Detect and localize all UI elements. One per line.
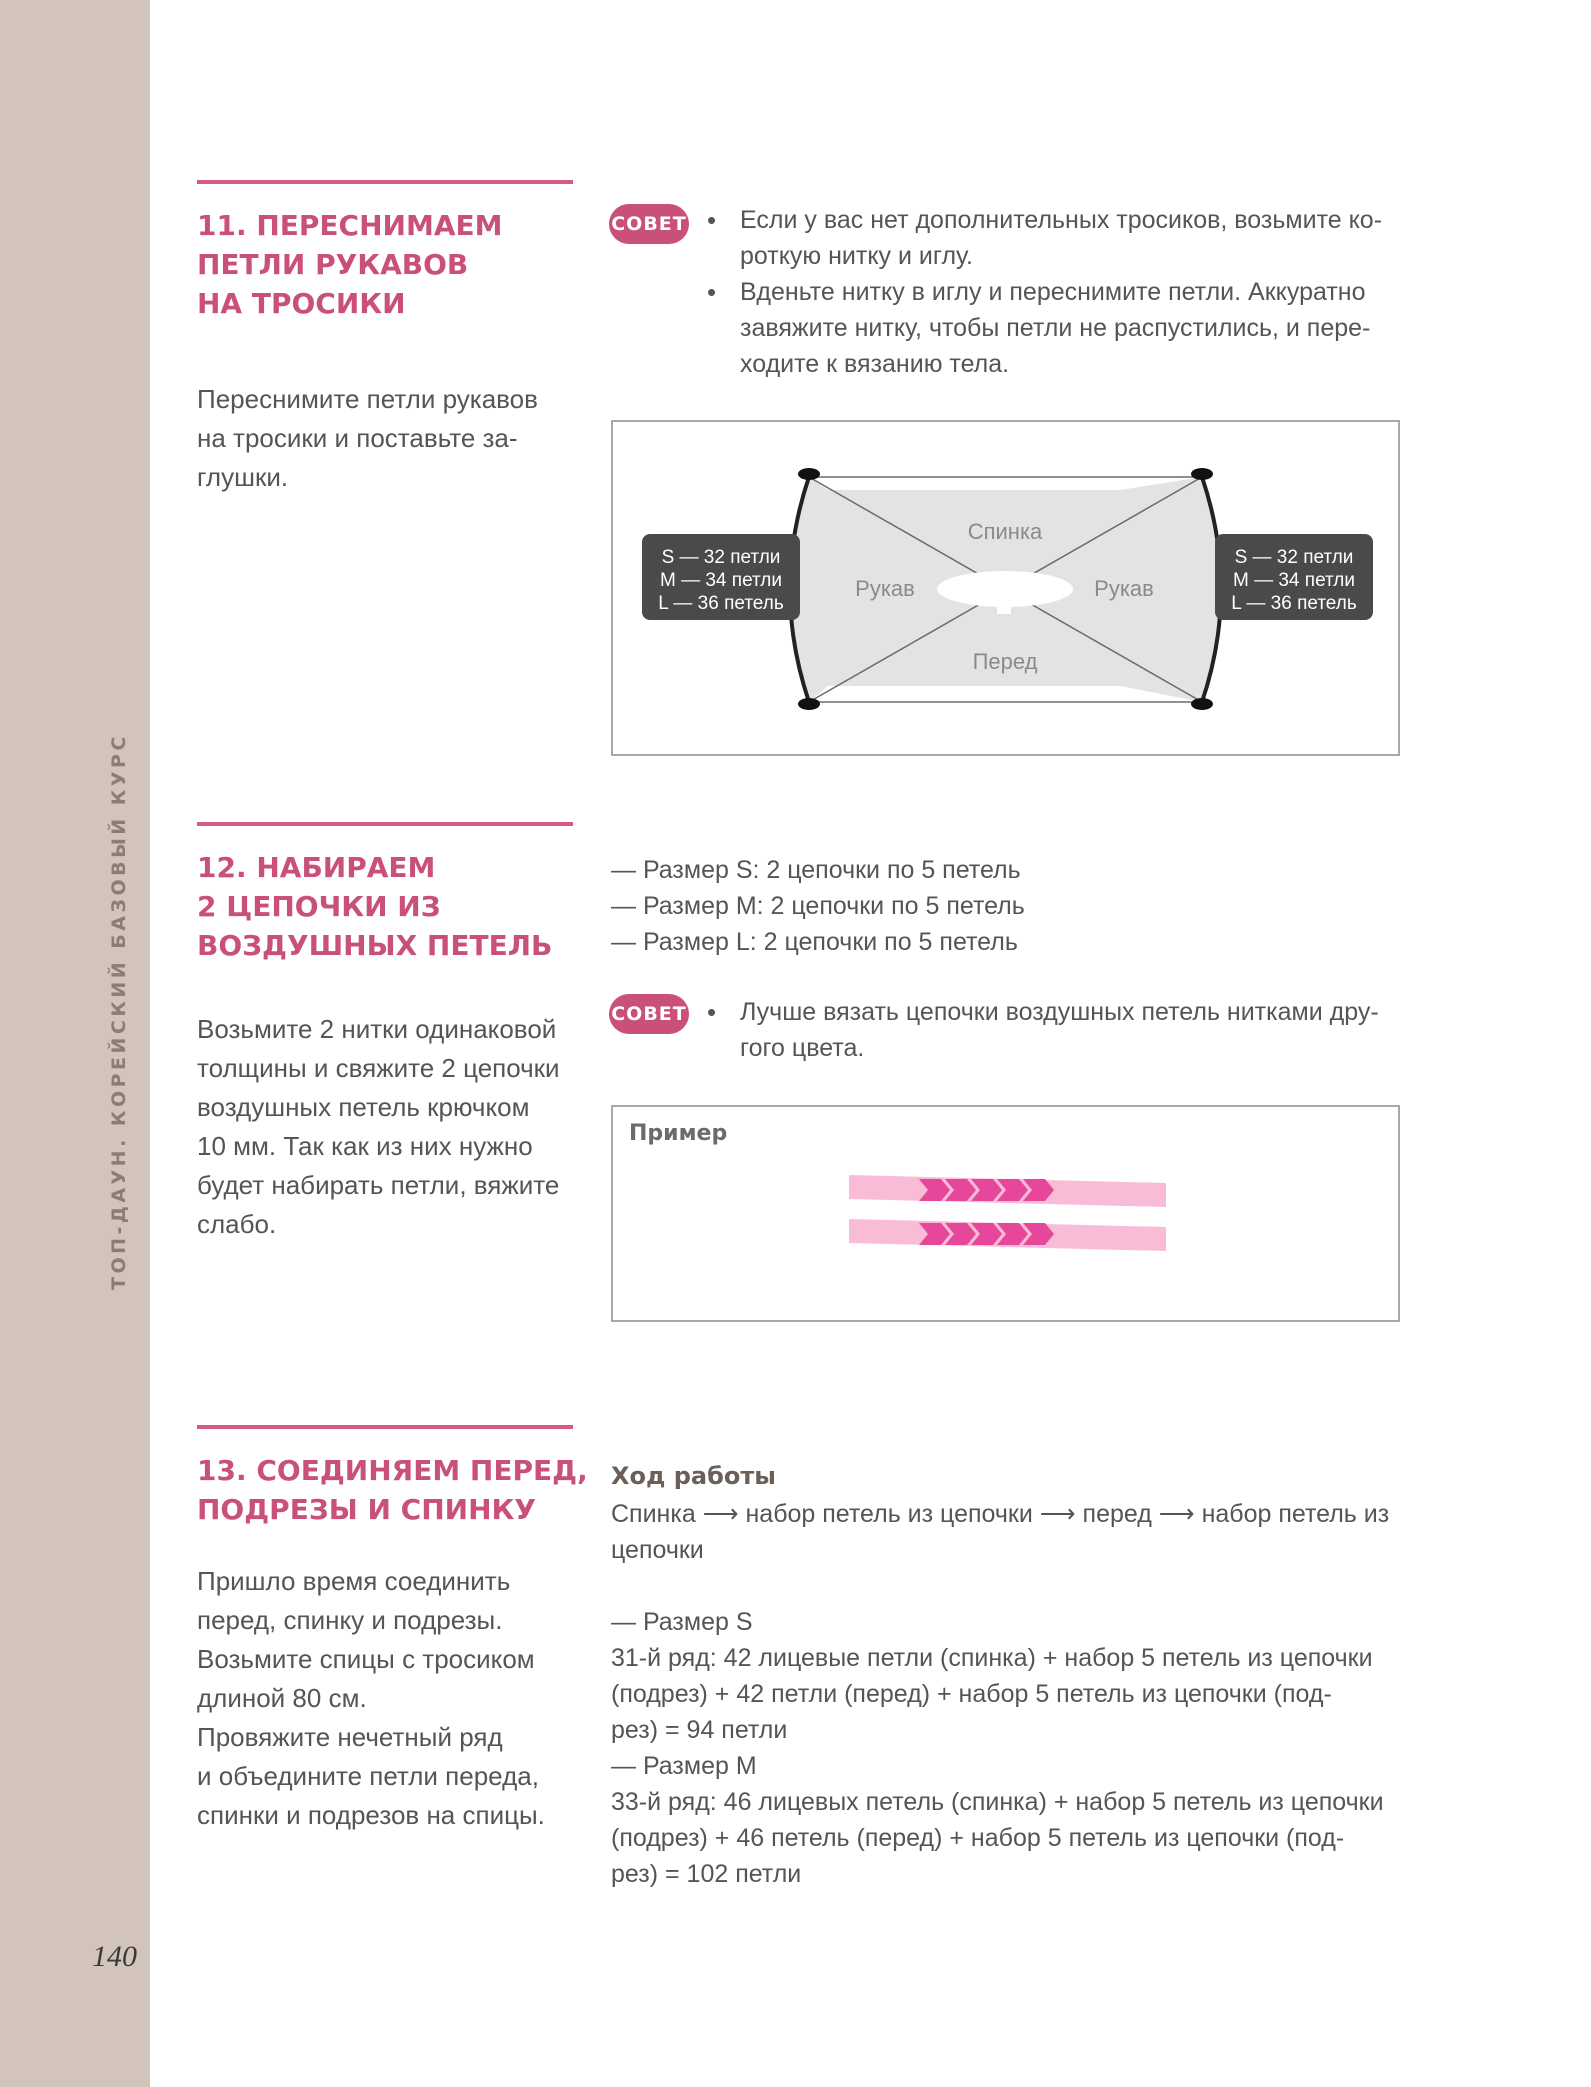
page-number: 140 [92, 1940, 137, 1973]
tip-item: • Вденьте нитку в иглу и переснимите петли. Аккуратно завяжите нитку, чтобы петли не распустились, и пере- ходите к вязанию тела. [707, 274, 1407, 382]
size-item: — Размер L: 2 цепочки по 5 петель [611, 928, 1018, 956]
size-item: — Размер M: 2 цепочки по 5 петель [611, 892, 1025, 920]
running-head: ТОП-ДАУН. КОРЕЙСКИЙ БАЗОВЫЙ КУРС [108, 733, 130, 1290]
tip-item: • Если у вас нет дополнительных тросиков, возьмите ко- роткую нитку и иглу. [707, 202, 1407, 274]
sweater-diagram-frame [611, 420, 1400, 756]
section-13-body: Пришло время соединить перед, спинку и подрезы. Возьмите спицы с тросиком длиной 80 см. Провяжите нечетный ряд и объедините петли переда, спинки и подрезов на спицы. [197, 1566, 545, 1830]
neck-opening [937, 571, 1073, 607]
chain-strip-2 [849, 1219, 1166, 1251]
example-frame [611, 1105, 1400, 1322]
stitch-count-line: S — 32 петли [1234, 547, 1354, 568]
stitch-count-line: M — 34 петли [1232, 570, 1356, 591]
right-sleeve-label: Рукав [1094, 576, 1154, 601]
cable-stopper [1191, 468, 1213, 480]
section-12-body: Возьмите 2 нитки одинаковой толщины и свяжите 2 цепочки воздушных петель крючком 10 мм. Так как из них нужно будет набирать петли, вяжите слабо. [197, 1014, 560, 1239]
section-11-tips [707, 202, 1407, 382]
left-sleeve-label: Рукав [855, 576, 915, 601]
section-11-body: Переснимите петли рукавов на тросики и поставьте за- глушки. [197, 384, 538, 492]
stitch-count-line: L — 36 петель [1231, 593, 1357, 614]
tip-item: • Лучше вязать цепочки воздушных петель нитками дру- гого цвета. [707, 994, 1407, 1066]
section-11-title: 11. ПЕРЕСНИМАЕМ ПЕТЛИ РУКАВОВ НА ТРОСИКИ [197, 209, 503, 320]
section-11-rule [197, 180, 573, 184]
cable-stopper [798, 698, 820, 710]
section-12-sizes [611, 852, 1025, 960]
stitch-count-line: L — 36 петель [658, 593, 784, 614]
size-item: — Размер S: 2 цепочки по 5 петель [611, 856, 1021, 884]
tip-badge: СОВЕТ [609, 994, 689, 1034]
work-title: Ход работы [611, 1462, 776, 1490]
section-12-tips [707, 994, 1407, 1066]
section-13-rule [197, 1425, 573, 1429]
back-label: Спинка [967, 519, 1043, 544]
stitch-count-line: S — 32 петли [661, 547, 781, 568]
tip-badge: СОВЕТ [609, 204, 689, 244]
stitch-count-line: M — 34 петли [659, 570, 783, 591]
section-12-title: 12. НАБИРАЕМ 2 ЦЕПОЧКИ ИЗ ВОЗДУШНЫХ ПЕТЕЛЬ [197, 851, 553, 962]
chain-strip-1 [849, 1175, 1166, 1207]
example-label: Пример [629, 1121, 728, 1146]
front-label: Перед [972, 649, 1038, 674]
chain-illustration [613, 1107, 1398, 1320]
cable-stopper [1191, 698, 1213, 710]
section-12-rule [197, 822, 573, 826]
section-13-title: 13. СОЕДИНЯЕМ ПЕРЕД, ПОДРЕЗЫ И СПИНКУ [197, 1454, 588, 1526]
cable-stopper [798, 468, 820, 480]
work-instructions: Спинка ⟶ набор петель из цепочки ⟶ перед ⟶ набор петель из цепочки — Размер S 31-й ряд: 42 лицевые петли (спинка) + набор 5 петель из цепочки (подрез) + 42 петли (перед) + набор 5 петель из цепочки (под- рез) = 94 петли — Размер M 33-й ряд: 46 лицевых петель (спинка) + набор 5 петель из цепочки (подрез) + 46 петель (перед) + набор 5 петель из цепочки (под- рез) = 102 петли [611, 1500, 1390, 1888]
sweater-diagram [613, 422, 1398, 754]
